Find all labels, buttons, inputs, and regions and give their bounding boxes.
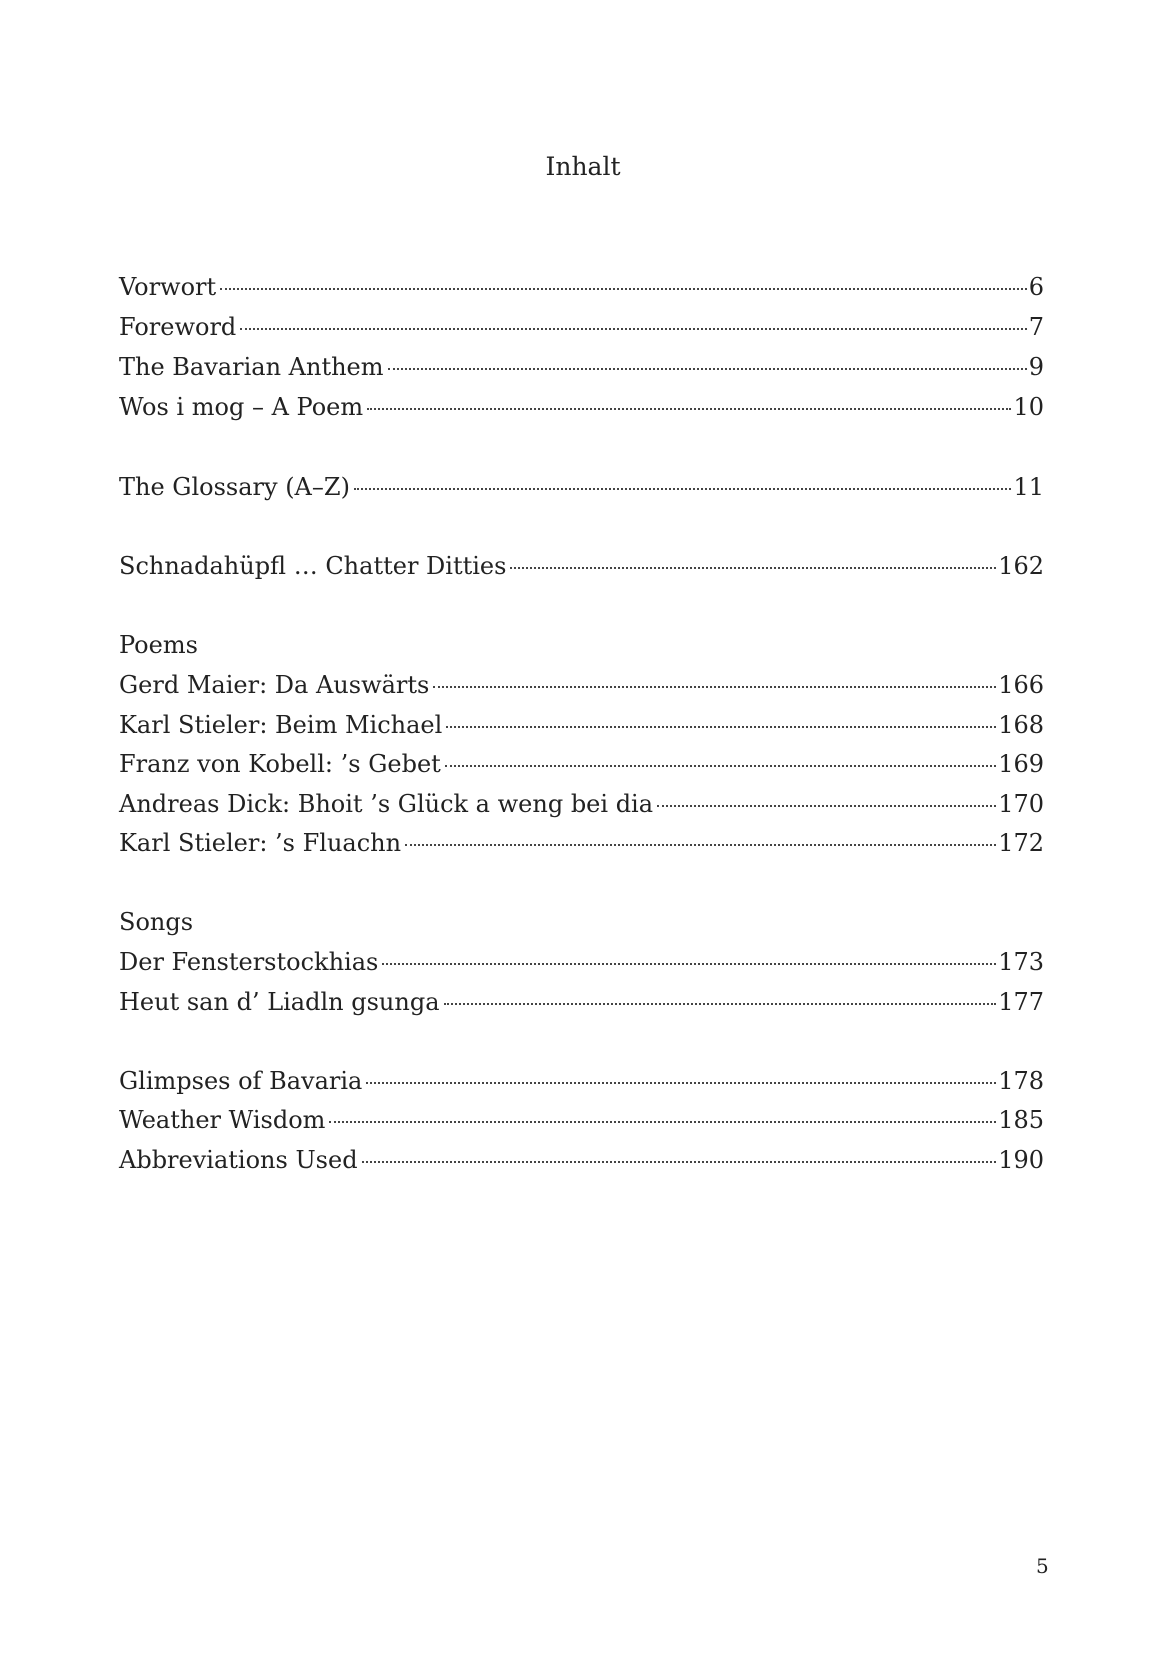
toc-entry-page: 169 <box>998 750 1044 778</box>
toc-entry-page: 173 <box>998 948 1044 976</box>
page-title: Inhalt <box>545 152 621 181</box>
toc-entry-label: Der Fensterstockhias <box>119 948 379 976</box>
dot-leader <box>362 1161 997 1163</box>
toc-entry-label: Foreword <box>119 313 237 341</box>
toc-entry-page: 170 <box>998 790 1044 818</box>
toc-entry-bavarian-anthem[interactable] <box>119 352 1044 382</box>
toc-entry-glimpses[interactable] <box>119 1066 1044 1096</box>
toc-entry-vorwort[interactable] <box>119 272 1044 302</box>
toc-entry-abbreviations[interactable] <box>119 1145 1044 1175</box>
toc-entry-song[interactable] <box>119 987 1044 1017</box>
section-heading-poems: Poems <box>119 631 198 659</box>
toc-entry-page: 11 <box>1013 473 1044 501</box>
toc-entry-page: 168 <box>998 711 1044 739</box>
dot-leader <box>433 686 996 688</box>
dot-leader <box>329 1121 996 1123</box>
toc-entry-page: 162 <box>998 552 1044 580</box>
toc-entry-label: Franz von Kobell: ’s Gebet <box>119 750 441 778</box>
toc-entry-label: Abbreviations Used <box>119 1146 358 1174</box>
toc-entry-poem[interactable] <box>119 670 1044 700</box>
toc-entry-page: 172 <box>998 829 1044 857</box>
toc-entry-page: 6 <box>1028 273 1044 301</box>
toc-entry-label: Heut san d’ Liadln gsunga <box>119 988 440 1016</box>
toc-entry-poem[interactable] <box>119 789 1044 819</box>
toc-entry-label: Gerd Maier: Da Auswärts <box>119 671 430 699</box>
dot-leader <box>445 765 996 767</box>
toc-entry-glossary[interactable] <box>119 472 1044 502</box>
dot-leader <box>366 1082 996 1084</box>
toc-entry-poem[interactable] <box>119 710 1044 740</box>
dot-leader <box>446 726 996 728</box>
toc-entry-label: Schnadahüpfl … Chatter Ditties <box>119 552 507 580</box>
dot-leader <box>657 805 996 807</box>
toc-entry-page: 9 <box>1028 353 1044 381</box>
toc-entry-poem[interactable] <box>119 828 1044 858</box>
dot-leader <box>367 408 1011 410</box>
toc-entry-weather-wisdom[interactable] <box>119 1105 1044 1135</box>
toc-entry-label: Vorwort <box>119 273 217 301</box>
toc-entry-label: Karl Stieler: Beim Michael <box>119 711 443 739</box>
dot-leader <box>220 288 1027 290</box>
toc-entry-label: The Bavarian Anthem <box>119 353 384 381</box>
toc-entry-label: Karl Stieler: ’s Fluachn <box>119 829 402 857</box>
toc-entry-label: Wos i mog – A Poem <box>119 393 364 421</box>
toc-entry-page: 166 <box>998 671 1044 699</box>
toc-entry-page: 10 <box>1013 393 1044 421</box>
toc-entry-song[interactable] <box>119 947 1044 977</box>
toc-entry-page: 185 <box>998 1106 1044 1134</box>
section-heading-songs: Songs <box>119 908 194 936</box>
toc-entry-foreword[interactable] <box>119 312 1044 342</box>
dot-leader <box>354 488 1012 490</box>
dot-leader <box>444 1003 997 1005</box>
toc-entry-schnadahuepfl[interactable] <box>119 551 1044 581</box>
dot-leader <box>382 963 996 965</box>
toc-entry-page: 178 <box>998 1067 1044 1095</box>
dot-leader <box>405 844 996 846</box>
toc-entry-page: 7 <box>1028 313 1044 341</box>
toc-entry-wos-i-mog[interactable] <box>119 392 1044 422</box>
toc-entry-label: Weather Wisdom <box>119 1106 326 1134</box>
toc-entry-label: Andreas Dick: Bhoit ’s Glück a weng bei dia <box>119 790 654 818</box>
dot-leader <box>388 368 1027 370</box>
dot-leader <box>510 567 996 569</box>
dot-leader <box>240 328 1026 330</box>
toc-entry-page: 177 <box>998 988 1044 1016</box>
toc-entry-label: Glimpses of Bavaria <box>119 1067 363 1095</box>
toc-entry-page: 190 <box>998 1146 1044 1174</box>
toc-entry-label: The Glossary (A–Z) <box>119 473 350 501</box>
toc-entry-poem[interactable] <box>119 749 1044 779</box>
page-number: 5 <box>1036 1554 1049 1578</box>
